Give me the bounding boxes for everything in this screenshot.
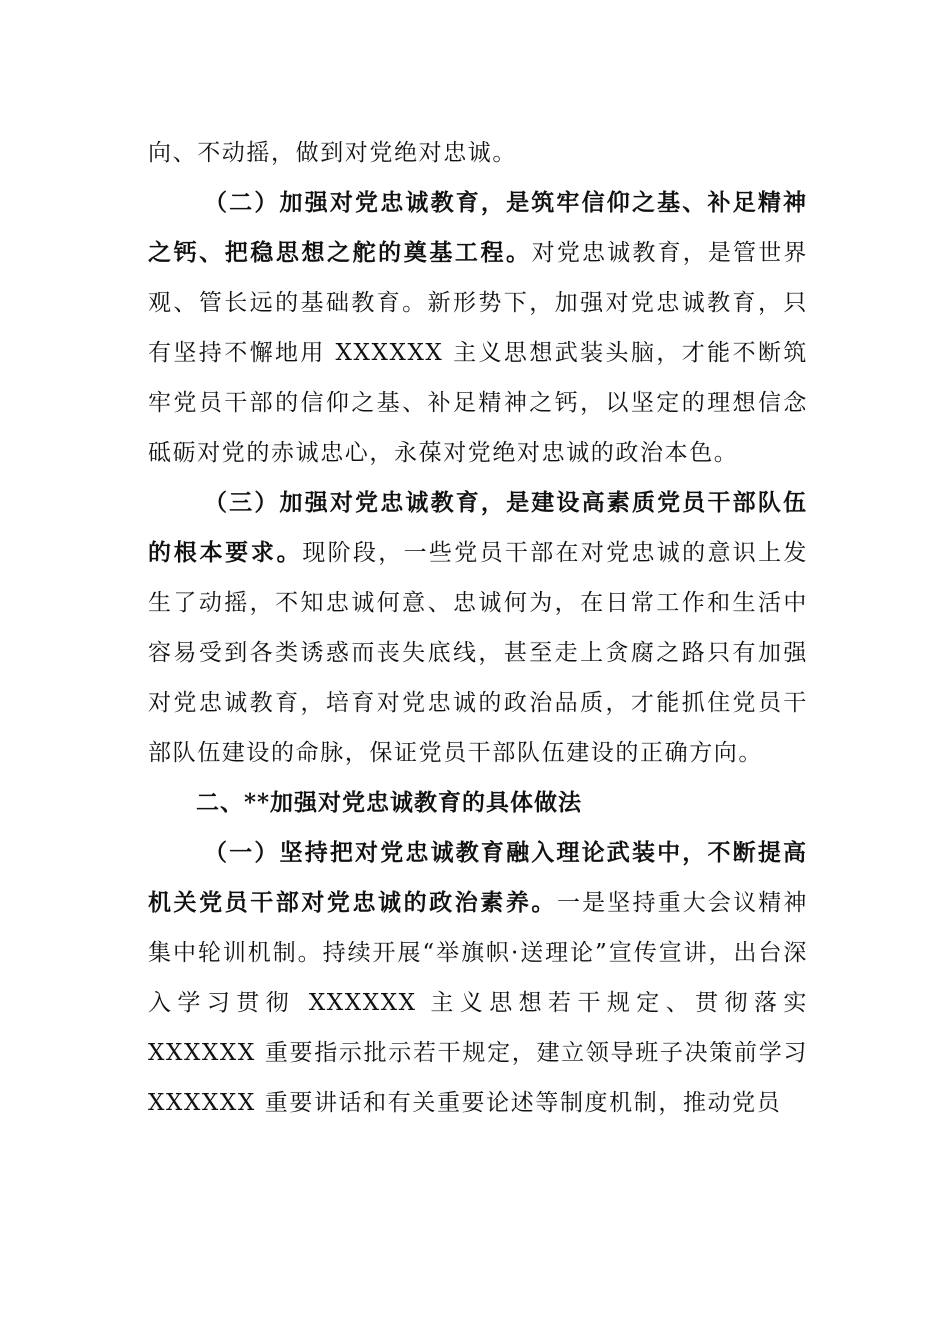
paragraph-4-text: 一是坚持重大会议精神集中轮训机制。持续开展“举旗帜·送理论”宣传宣讲，出台深入学习贯彻 XXXXXX 主义思想若干规定、贯彻落实 XXXXXX 重要指示批示若干规定，建立领导班子决策前学习 XXXXXX 重要讲话和有关重要论述等制度机制，推动党员 [148,890,809,1116]
paragraph-4-heading: （一）坚持把对党忠诚教育融入理论武装中，不断提高机关党员干部对党忠诚的政治素养。 [148,839,808,916]
paragraph-4 [148,828,808,1128]
section-2-title: 二、**加强对党忠诚教育的具体做法 [196,789,583,816]
paragraph-2-heading: （二）加强对党忠诚教育，是筑牢信仰之基、补足精神之钙、把稳思想之舵的奠基工程。 [148,189,808,266]
paragraph-2 [148,178,808,478]
paragraph-3 [148,478,808,778]
paragraph-1-text: 向、不动摇，做到对党绝对忠诚。 [148,140,517,166]
paragraph-1 [148,128,808,178]
paragraph-3-heading: （三）加强对党忠诚教育，是建设高素质党员干部队伍的根本要求。 [148,489,808,566]
document-body [148,128,808,1128]
paragraph-2-text: 对党忠诚教育，是管世界观、管长远的基础教育。新形势下，加强对党忠诚教育，只有坚持不懈地用 XXXXXX 主义思想武装头脑，才能不断筑牢党员干部的信仰之基、补足精神之钙，以坚定的理想信念砥砺对党的赤诚忠心，永葆对党绝对忠诚的政治本色。 [148,240,808,466]
paragraph-3-text: 现阶段，一些党员干部在对党忠诚的意识上发生了动摇，不知忠诚何意、忠诚何为，在日常工作和生活中容易受到各类诱惑而丧失底线，甚至走上贪腐之路只有加强对党忠诚教育，培育对党忠诚的政治品质，才能抓住党员干部队伍建设的命脉，保证党员干部队伍建设的正确方向。 [148,540,809,766]
